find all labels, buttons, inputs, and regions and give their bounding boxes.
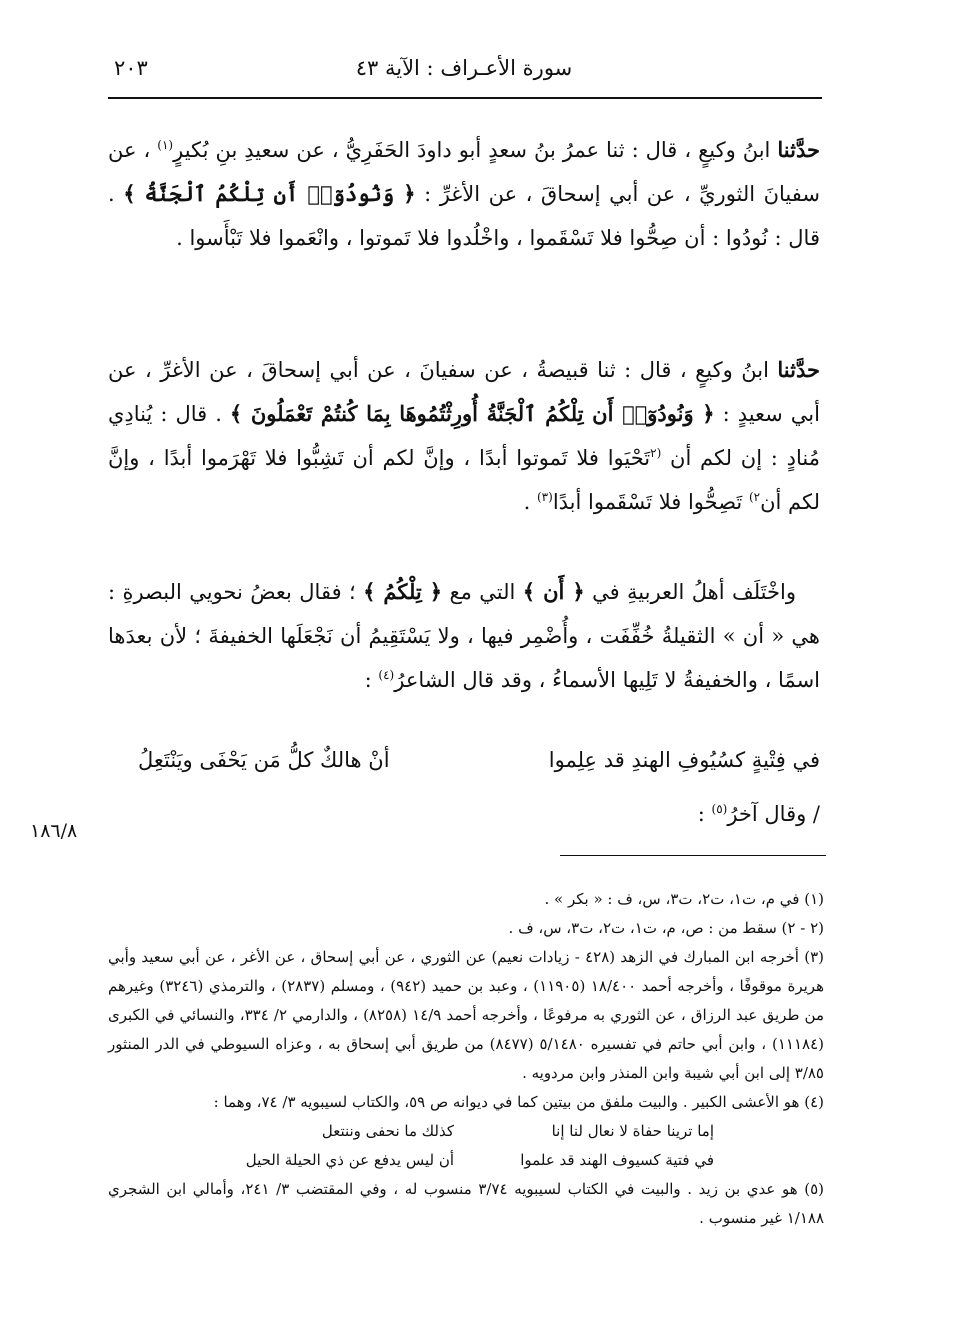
poem-line-2b: أن ليس يدفع عن ذي الحيلة الحيل — [245, 1151, 454, 1169]
footnote-marker[interactable]: (٥) — [711, 802, 728, 816]
paragraph-text: . قال : يُنادِي مُنادٍ : إن لكم أن — [108, 402, 820, 470]
quran-quote: ﴿ أَن ﴾ — [522, 579, 585, 604]
footnotes — [108, 885, 824, 1233]
verse-hemistich-2: أنْ هالكٌ كلُّ مَن يَحْفَى ويَنْتَعِلُ — [138, 748, 390, 772]
isnad-lead: حدَّثنا — [777, 137, 820, 162]
footnote-poem — [108, 1117, 824, 1175]
verse-hemistich-1: في فِتْيةٍ كسُيُوفِ الهندِ قد عِلِموا — [548, 748, 820, 772]
header-rule — [108, 97, 822, 99]
paragraph-text: . قال : نُودُوا : أن صِحُّوا فلا تَسْقَموا ، واخْلُدوا فلا تَموتوا ، وانْعَموا فلا تَبْأَسوا . — [108, 182, 820, 250]
paragraph-text: / وقال آخرُ — [727, 802, 820, 826]
paragraph-text: واخْتَلَف أهلُ العربيةِ في — [592, 580, 796, 604]
footnote-1: (١) في م، ت١، ت٢، ت٣، س، ف : « بكر » . — [544, 890, 824, 908]
page-header — [108, 48, 820, 94]
footnote-4: (٤) هو الأعشى الكبير . والبيت ملفق من بيتين كما في ديوانه ص ٥٩، والكتاب لسيبويه ٣/ ٧٤، وهما : — [213, 1093, 824, 1111]
footnote-marker[interactable]: (٣) — [536, 490, 553, 504]
footnote-marker[interactable]: (٤) — [378, 668, 395, 682]
punctuation: . — [523, 490, 531, 514]
quran-quote: ﴿ وَنُودُوٓا۟ أَن تِلْكُمُ ٱلْجَنَّةُ أُورِثْتُمُوهَا بِمَا كُنتُمْ تَعْمَلُونَ ﴾ — [229, 401, 715, 426]
quran-quote: ﴿ وَنُودُوٓا۟ أَن تِلْكُمُ ٱلْجَنَّةُ ﴾ — [123, 181, 416, 206]
margin-reference: ١٨٦/٨ — [30, 820, 78, 842]
punctuation: : — [697, 802, 705, 826]
footnote-marker[interactable]: ٢) — [748, 490, 761, 504]
poem-line-1b: كذلك ما نحفى وننتعل — [321, 1122, 454, 1140]
paragraph-text: ابنُ وكيعٍ ، قال : ثنا عمرُ بنُ سعدٍ أبو داودَ الحَفَرِيُّ ، عن سعيدِ بنِ بُكيرٍ — [173, 138, 771, 162]
paragraph-text: ، عن سفيانَ الثوريِّ ، عن أبي إسحاقَ ، عن الأغرِّ : — [108, 138, 820, 206]
page-number: ٢٠٣ — [114, 56, 148, 80]
after-verse-line — [108, 792, 820, 836]
paragraph-2 — [108, 348, 820, 524]
paragraph-text: ابنُ وكيعٍ ، قال : ثنا قبيصةُ ، عن سفيانَ ، عن أبي إسحاقَ ، عن الأغرِّ ، عن أبي سعيدٍ : — [108, 358, 820, 426]
paragraph-3 — [108, 570, 820, 702]
paragraph-text: ؛ فقال بعضُ نحويي البصرةِ : هي « أن » الثقيلةُ خُفِّفَت ، وأُضْمِر فيها ، ولا يَسْتَقِيمُ أن نَجْعَلَها الخفيفةَ ؛ لأن بعدَها اسمًا ، والخفيفةُ لا تَلِيها الأسماءُ ، وقد قال الشاعرُ — [108, 580, 820, 692]
paragraph-text: تَحْيَوا فلا تَموتوا أبدًا ، وإنَّ لكم أن تَشِبُّوا فلا تَهْرَموا أبدًا ، وإنَّ لكم أن — [108, 446, 820, 514]
isnad-lead: حدَّثنا — [777, 357, 820, 382]
footnote-3: (٣) أخرجه ابن المبارك في الزهد (٤٢٨ - زيادات نعيم) عن الثوري ، عن أبي إسحاق ، عن الأغر ، عن أبي سعيد وأبي هريرة موقوفًا ، وأخرجه أحمد ١٨/٤٠٠ (١١٩٠٥) ، وعبد بن حميد (٩٤٢) ، ومسلم (٢٨٣٧) ، والترمذي (٣٢٤٦) وغيرهم من طريق عبد الرزاق ، عن الثوري به مرفوعًا ، وأخرجه أحمد ١٤/٩ (٨٢٥٨) ، والدارمي ٢/ ٣٣٤، والنسائي في الكبرى (١١١٨٤) ، وابن أبي حاتم في تفسيره ٥/١٤٨٠ (٨٤٧٧) من طريق أبي إسحاق به ، وعزاه السيوطي في الدر المنثور ٣/٨٥ إلى ابن أبي شيبة وابن المنذر وابن مردويه . — [108, 948, 825, 1082]
punctuation: : — [364, 668, 372, 692]
poem-line-1a: إما ترينا حفاة لا نعال لنا إنا — [551, 1122, 714, 1140]
poem-line-2a: في فتية كسيوف الهند قد علموا — [520, 1151, 714, 1169]
footnote-5: (٥) هو عدي بن زيد . والبيت في الكتاب لسيبويه ٣/٧٤ منسوب له ، وفي المقتضب ٣/ ٢٤١، وأمالي ابن الشجري ١/١٨٨ غير منسوب . — [108, 1180, 824, 1227]
poetry-verse — [108, 748, 820, 788]
quran-quote: ﴿ تِلْكُمُ ﴾ — [363, 579, 443, 604]
footnote-marker[interactable]: (١) — [157, 138, 174, 152]
footnote-2: (٢ - ٢) سقط من : ص، م، ت١، ت٢، ت٣، س، ف . — [508, 919, 824, 937]
footnote-rule — [560, 855, 826, 856]
paragraph-text: التي مع — [449, 580, 516, 604]
footnote-marker[interactable]: (٢ — [650, 446, 662, 460]
paragraph-text: تَصِحُّوا فلا تَسْقَموا أبدًا — [552, 490, 743, 514]
running-title: سورة الأعـراف : الآية ٤٣ — [355, 56, 573, 80]
paragraph-1 — [108, 128, 820, 260]
